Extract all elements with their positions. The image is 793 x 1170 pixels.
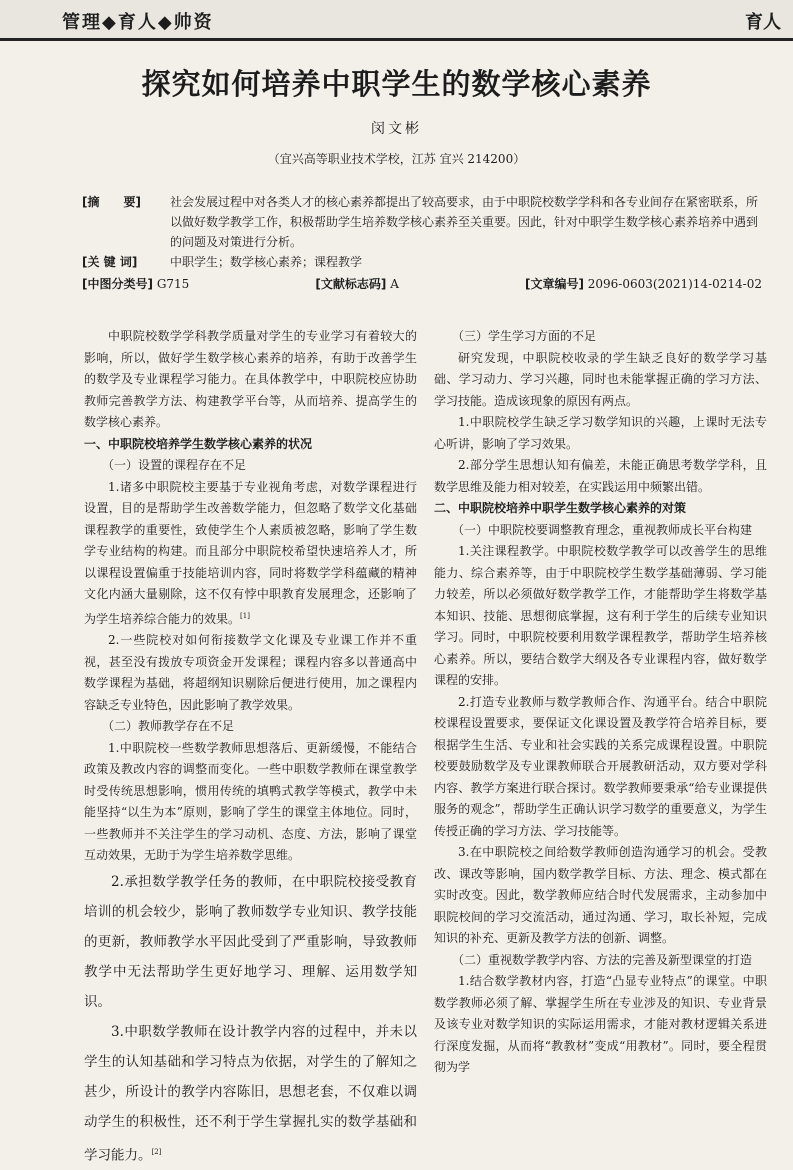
subsection-heading: （三）学生学习方面的不足 [434,326,767,348]
body-paragraph: 2.打造专业教师与数学教师合作、沟通平台。结合中职院校课程设置要求，要保证文化课设置及教学符合培养目标，要根据学生生活、专业和社会实践的关系完成课程设置。中职院校要鼓励数学及专业课教师联合开展教研活动，双方要对学科内容、教学方案进行联合探讨。数学教师要秉承“给专业课提供服务的观念”，帮助学生正确认识学习数学的重要意义，为学生传授正确的学习方法、学习技能等。 [434,692,767,843]
keywords-row [82,252,762,272]
header-rule [0,38,793,41]
body-paragraph: 1.中职院校学生缺乏学习数学知识的兴趣，上课时无法专心听讲，影响了学习效果。 [434,412,767,455]
body-paragraph: 2.一些院校对如何衔接数学文化课及专业课工作并不重视，甚至没有拨放专项资金开发课程；课程内容多以普通高中数学课程为基础，将超纲知识剔除后便进行使用，加之课程内容缺乏专业特色，因此影响了教学效果。 [84,630,417,716]
article-title: 探究如何培养中职学生的数学核心素养 [0,62,793,103]
affiliation: （宜兴高等职业技术学校，江苏 宜兴 214200） [0,150,793,167]
right-column [434,326,767,1079]
body-paragraph: 研究发现，中职院校收录的学生缺乏良好的数学学习基础、学习动力、学习兴趣，同时也未能掌握正确的学习方法、学习技能。造成该现象的原因有两点。 [434,348,767,413]
body-paragraph: 1.结合数学教材内容，打造“凸显专业特点”的课堂。中职数学教师必须了解、掌握学生所在专业涉及的知识、专业背景及该专业对数学知识的实际运用需求，才能对教材逻辑关系进行深度发掘，从而将“教教材”变成“用教材”。同时，要全程贯彻为学 [434,971,767,1079]
body-paragraph: 中职院校数学学科教学质量对学生的专业学习有着较大的影响，所以，做好学生数学核心素养的培养，有助于改善学生的数学及专业课程学习能力。在具体教学中，中职院校应协助教师完善教学方法、构建教学平台等，从而培养、提高学生的数学核心素养。 [84,326,417,434]
header-section-label: 管理◆育人◆帅资 [62,8,214,34]
keywords-label: [关 键 词] [82,252,170,272]
classification-row [82,274,762,294]
body-paragraph: 3.中职数学教师在设计教学内容的过程中，并未以学生的认知基础和学习特点为依据，对学生的了解知之甚少，所设计的教学内容陈旧，思想老套，不仅难以调动学生的积极性，还不利于学生掌握扎实的数学基础和学习能力。[2] [84,1017,417,1170]
body-paragraph: 1.关注课程教学。中职院校数学教学可以改善学生的思维能力、综合素养等，由于中职院校学生数学基础薄弱、学习能力较差，所以必须做好数学教学工作，才能帮助学生将数学基本知识、技能、思想彻底掌握，这有利于学生的后续专业知识学习。同时，中职院校要利用数学课程教学，帮助学生培养核心素养。所以，要结合数学大纲及各专业课程内容，做好数学课程的安排。 [434,541,767,692]
author: 闵文彬 [0,118,793,138]
subsection-heading: （二）教师教学存在不足 [84,716,417,738]
body-paragraph: 2.部分学生思想认知有偏差，未能正确思考数学学科，且数学思维及能力相对较差，在实践运用中频繁出错。 [434,455,767,498]
subsection-heading: （一）中职院校要调整教育理念，重视教师成长平台构建 [434,520,767,542]
body-paragraph: 2.承担数学教学任务的教师，在中职院校接受教育培训的机会较少，影响了教师数学专业知识、教学技能的更新，教师教学水平因此受到了严重影响，导致教师教学中无法帮助学生更好地学习、理解、运用数学知识。 [84,867,417,1017]
left-column [84,326,417,1170]
abstract-text: 社会发展过程中对各类人才的核心素养都提出了较高要求，由于中职院校数学学科和各专业间存在紧密联系，所以做好数学教学工作，积极帮助学生培养数学核心素养至关重要。因此，针对中职学生数学核心素养培养中遇到的问题及对策进行分析。 [170,192,762,252]
body-paragraph: 1.诸多中职院校主要基于专业视角考虑，对数学课程进行设置，目的是帮助学生改善数学能力，但忽略了数学文化基础课程教学的重要性，致使学生个人素质被忽略，影响了学生数学专业结构的构建。而且部分中职院校希望快速培养人才，所以课程设置偏重于技能培训内容，同时将数学学科蕴藏的精神文化内涵大量剔除，这不仅有悖中职教育发展理念，还影响了为学生培养综合能力的效果。[1] [84,477,417,631]
section-heading: 二、中职院校培养中职学生数学核心素养的对策 [434,498,767,520]
citation-marker: [1] [240,612,250,620]
header-column-label: 育人 [745,8,781,34]
subsection-heading: （一）设置的课程存在不足 [84,455,417,477]
article-meta [82,192,762,294]
running-header [0,0,793,38]
section-heading: 一、中职院校培养学生数学核心素养的状况 [84,434,417,456]
clc-value: G715 [157,277,190,291]
clc-label: [中图分类号] [82,277,153,291]
keywords-text: 中职学生；数学核心素养；课程教学 [170,252,762,272]
body-paragraph: 1.中职院校一些数学教师思想落后、更新缓慢，不能结合政策及教改内容的调整而变化。一些中职数学教师在课堂教学时受传统思想影响，惯用传统的填鸭式教学等模式，教学中未能坚持“以生为本”原则，影响了学生的课堂主体地位。同时，一些教师并不关注学生的学习动机、态度、方法，影响了课堂互动效果，无助于为学生培养数学思维。 [84,738,417,867]
body-columns [84,326,764,1116]
abstract-row [82,192,762,252]
articleno-label: [文章编号] [525,277,584,291]
subsection-heading: （二）重视数学教学内容、方法的完善及新型课堂的打造 [434,950,767,972]
doccode-label: [文献标志码] [315,277,386,291]
abstract-label: [摘 要] [82,192,170,252]
doccode-value: A [390,277,399,291]
citation-marker: [2] [152,1148,162,1156]
articleno-value: 2096-0603(2021)14-0214-02 [588,277,762,291]
body-paragraph: 3.在中职院校之间给数学教师创造沟通学习的机会。受教改、课改等影响，国内数学教学目标、方法、理念、模式都在实时改变。因此，数学教师应结合时代发展需求，主动参加中职院校间的学习交流活动，通过沟通、学习，取长补短，完成知识的补充、更新及教学方法的创新、调整。 [434,842,767,950]
